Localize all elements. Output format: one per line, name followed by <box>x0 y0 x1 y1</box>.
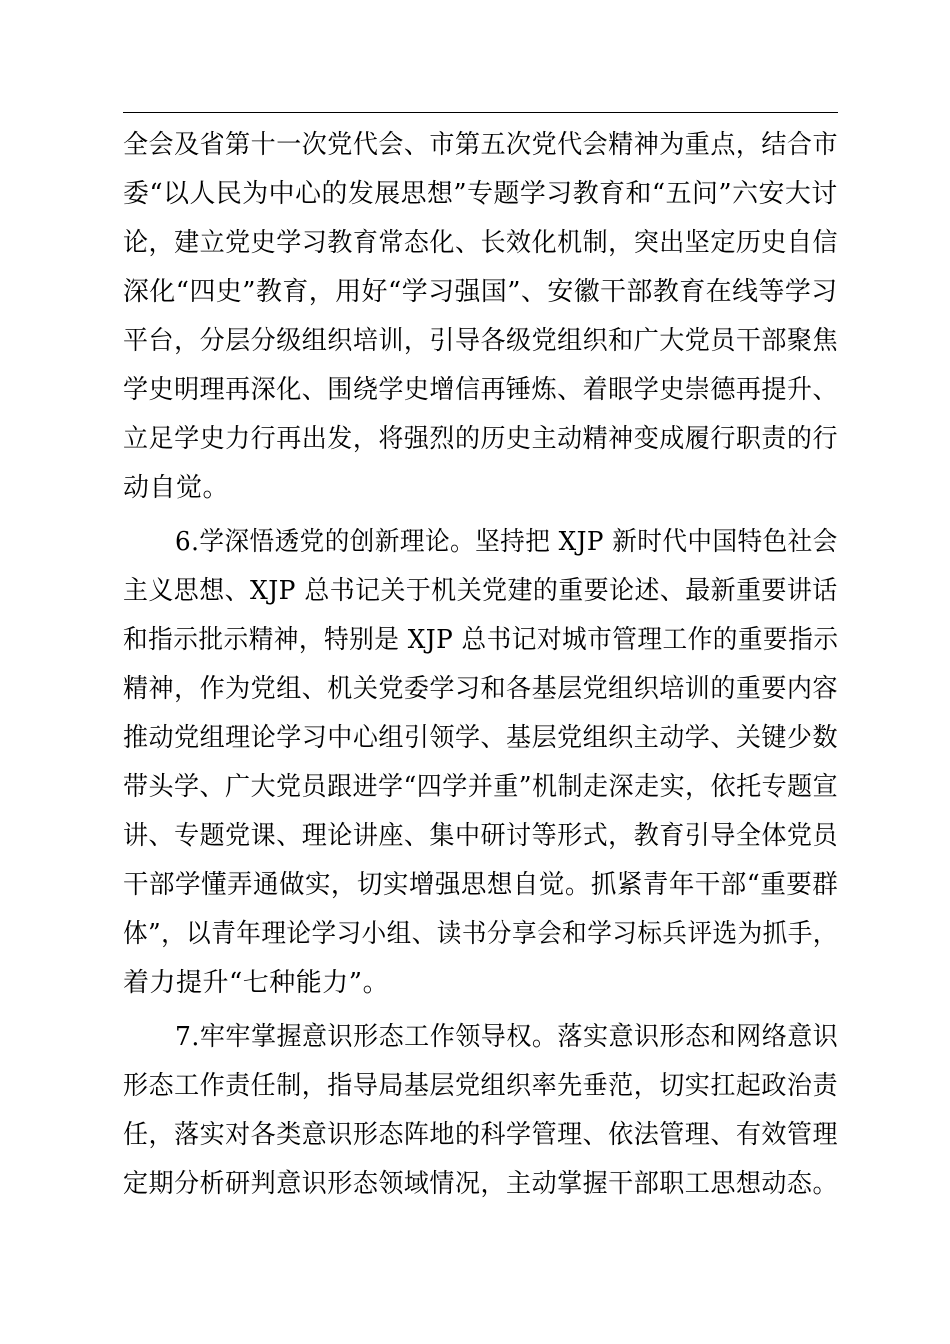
text-line: 和指示批示精神，特别是 XJP 总书记对城市管理工作的重要指示 <box>123 625 839 655</box>
text-line: 着力提升“七种能力”。 <box>123 968 390 998</box>
text-line: 全会及省第十一次党代会、市第五次党代会精神为重点，结合市 <box>123 130 839 160</box>
text-line: 立足学史力行再出发，将强烈的历史主动精神变成履行职责的行 <box>123 424 839 454</box>
text-line: 动自觉。 <box>123 473 230 503</box>
text-line: 定期分析研判意识形态领域情况，主动掌握干部职工思想动态。 <box>123 1169 839 1199</box>
text-line: 主义思想、XJP 总书记关于机关党建的重要论述、最新重要讲话 <box>123 576 838 606</box>
text-line: 精神，作为党组、机关党委学习和各基层党组织培训的重要内容 <box>123 674 839 704</box>
text-line: 推动党组理论学习中心组引领学、基层党组织主动学、关键少数 <box>123 723 839 753</box>
text-line: 体”，以青年理论学习小组、读书分享会和学习标兵评选为抓手， <box>123 919 838 949</box>
text-line: 学史明理再深化、围绕学史增信再锤炼、着眼学史崇德再提升、 <box>123 375 839 405</box>
header-rule <box>123 112 838 113</box>
text-line: 论，建立党史学习教育常态化、长效化机制，突出坚定历史自信 <box>123 228 839 258</box>
text-line: 平台，分层分级组织培训，引导各级党组织和广大党员干部聚焦 <box>123 326 839 356</box>
text-line: 带头学、广大党员跟进学“四学并重”机制走深走实，依托专题宣 <box>123 772 839 802</box>
text-line: 讲、专题党课、理论讲座、集中研讨等形式，教育引导全体党员 <box>123 821 839 851</box>
text-line: 委“以人民为中心的发展思想”专题学习教育和“五问”六安大讨 <box>123 179 838 209</box>
text-line: 深化“四史”教育，用好“学习强国”、安徽干部教育在线等学习 <box>123 277 838 307</box>
text-line: 形态工作责任制，指导局基层党组织率先垂范，切实扛起政治责 <box>123 1071 839 1101</box>
paragraph-7-heading-line: 7.牢牢掌握意识形态工作领导权。落实意识形态和网络意识 <box>175 1022 839 1052</box>
text-line: 任，落实对各类意识形态阵地的科学管理、依法管理、有效管理 <box>123 1120 839 1150</box>
paragraph-6-heading-line: 6.学深悟透党的创新理论。坚持把 XJP 新时代中国特色社会 <box>175 527 838 557</box>
text-line: 干部学懂弄通做实，切实增强思想自觉。抓紧青年干部“重要群 <box>123 870 839 900</box>
